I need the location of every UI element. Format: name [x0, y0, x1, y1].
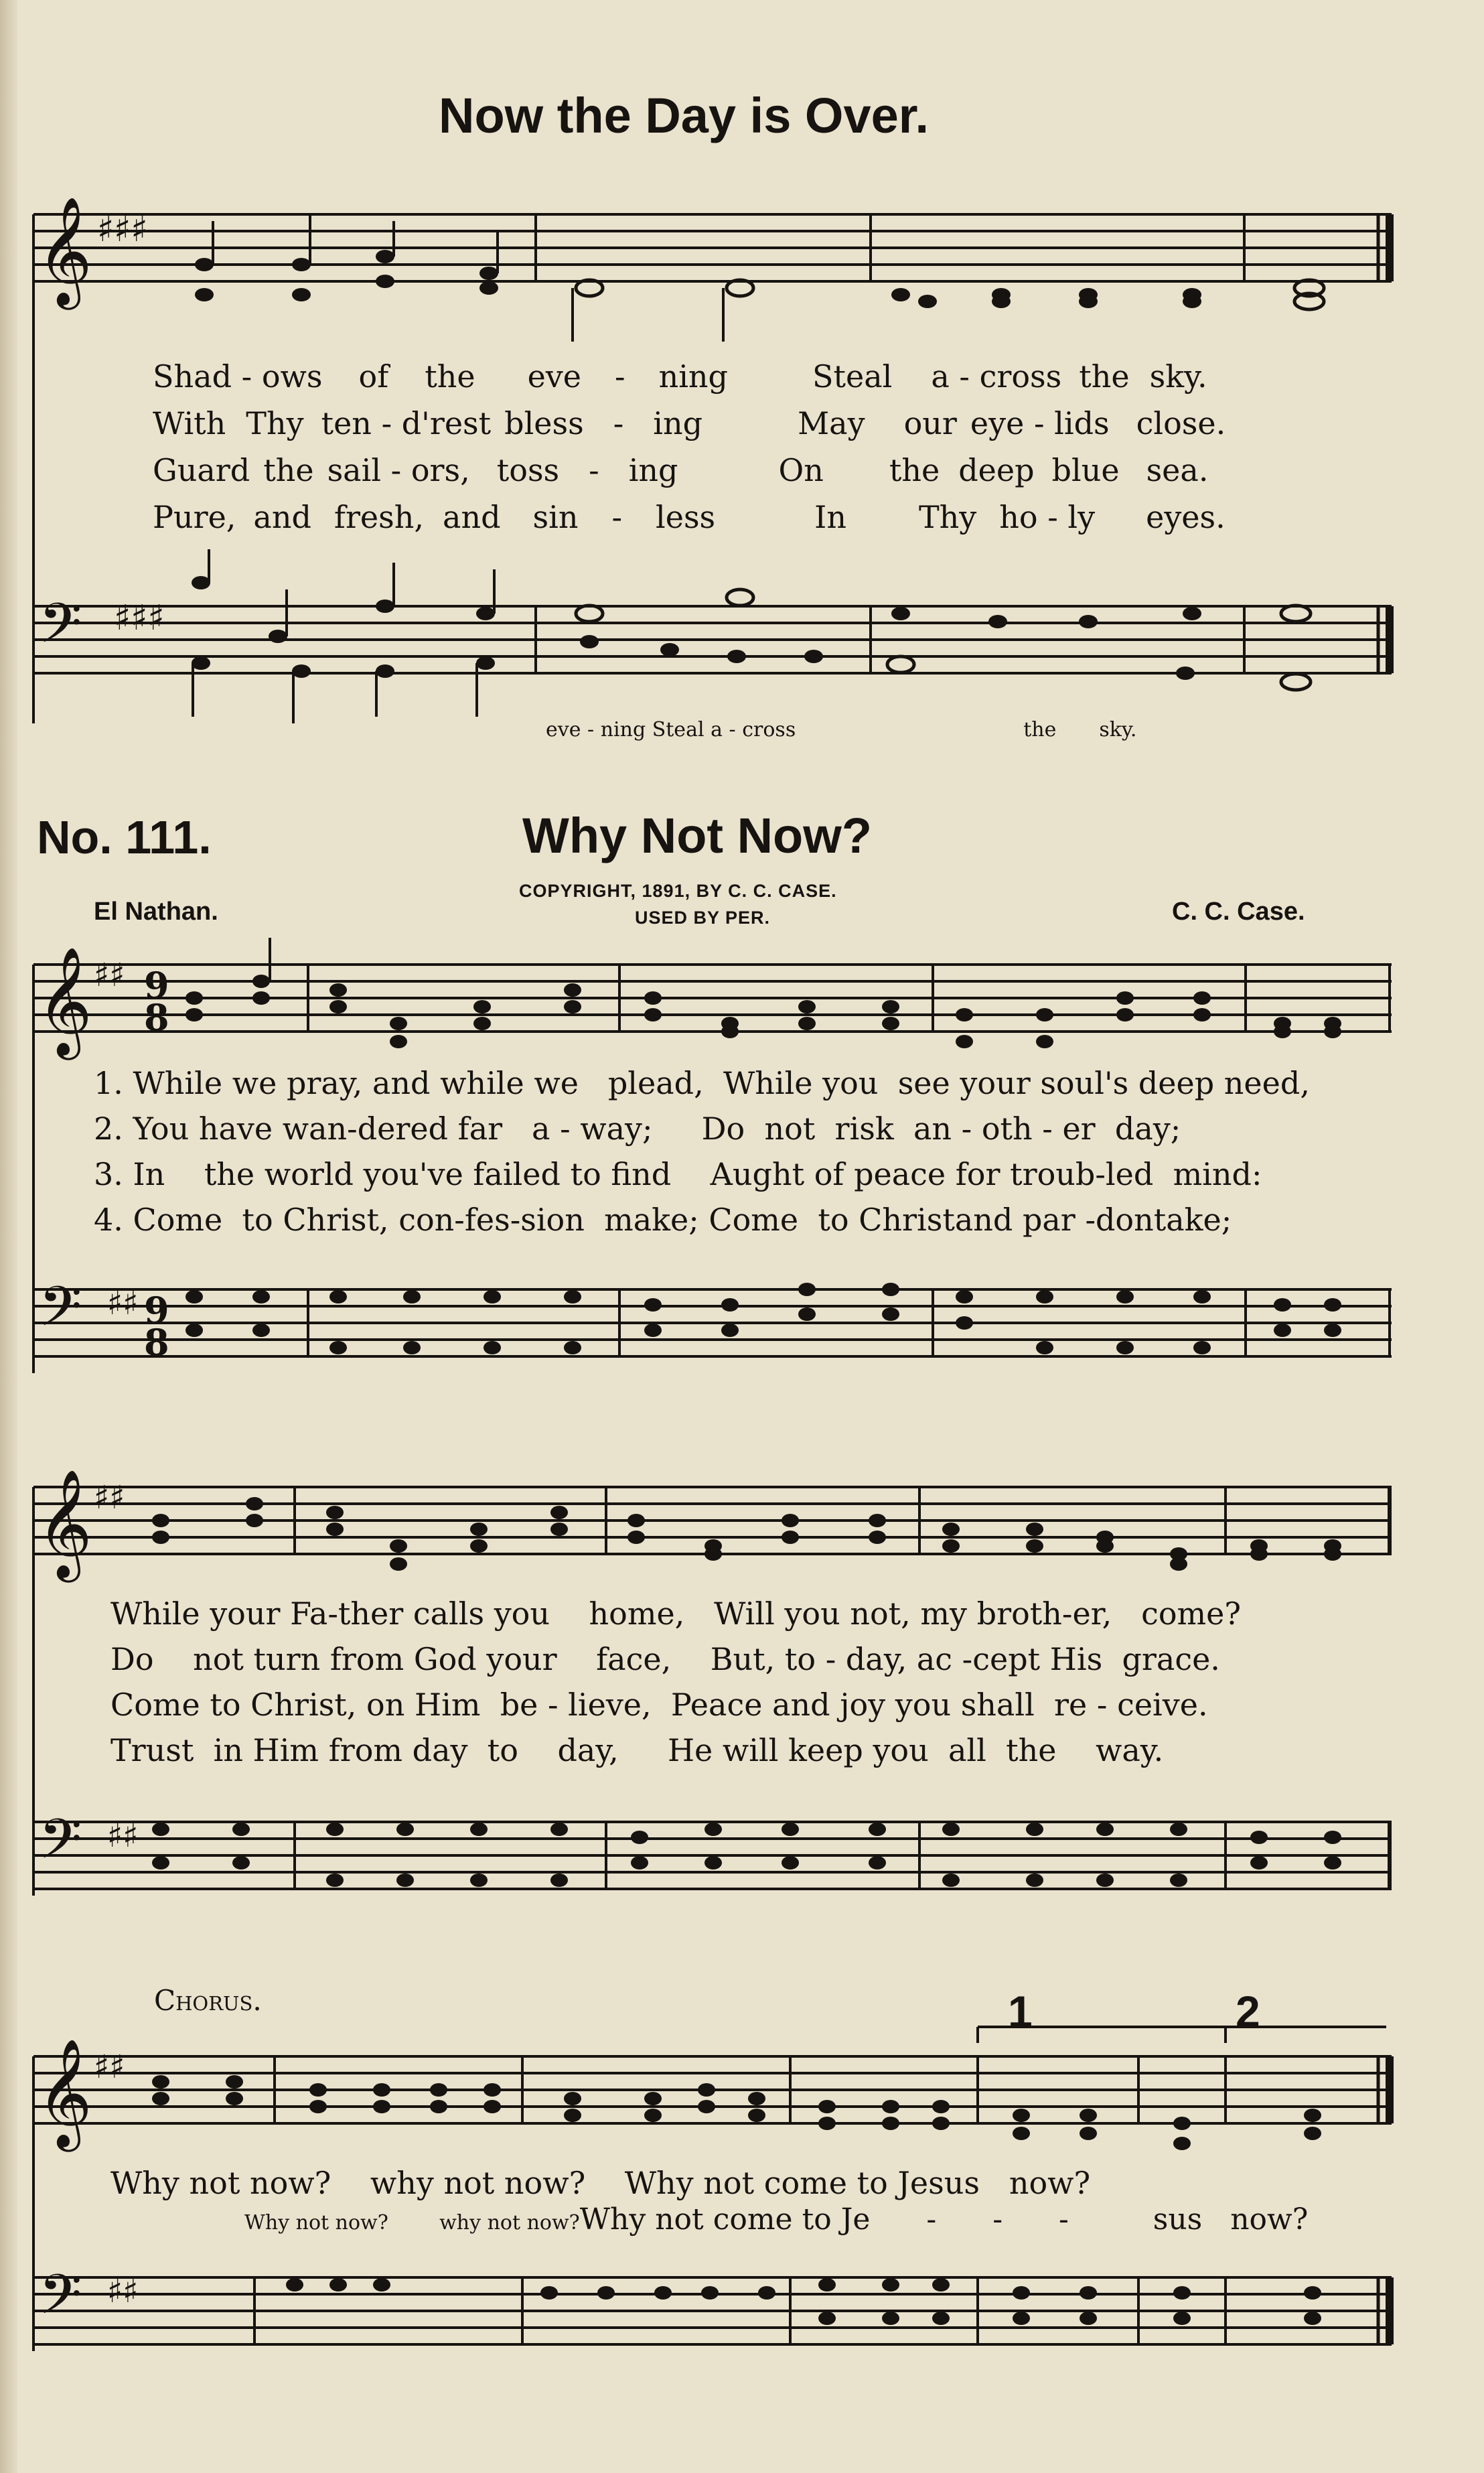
syllable: - [615, 358, 625, 395]
syllable: toss [496, 452, 560, 488]
syllable: eve [527, 358, 582, 395]
syllable: Pure, [153, 499, 236, 535]
syllable: d'rest [401, 405, 492, 441]
key-signature-sharps: ♯♯ [94, 1479, 125, 1516]
syllable: sail [327, 452, 382, 488]
chorus-label: Chorus. [154, 1984, 262, 2017]
syllable: - [729, 718, 736, 741]
syllable: Steal [812, 358, 893, 395]
syllable: ing [653, 405, 703, 441]
syllable: - [241, 358, 252, 395]
syllable: eve [546, 718, 581, 741]
syllable: - [959, 358, 970, 395]
syllable: ows [261, 358, 323, 395]
hymn-111-system-2-treble-staff [0, 1469, 1484, 1594]
treble-clef-icon: 𝄞 [37, 946, 92, 1056]
ending-brackets [0, 2016, 1484, 2043]
hymn-111-title: Why Not Now? [522, 808, 873, 863]
syllable: and [443, 499, 501, 535]
treble-clef-icon: 𝄞 [37, 2038, 92, 2147]
hymn-110-bass-words [546, 718, 1136, 741]
syllable: the [1079, 358, 1130, 395]
key-signature-sharps: ♯♯ [94, 957, 125, 994]
chorus-treble-staff [0, 2038, 1484, 2164]
syllable: ning [600, 718, 646, 741]
key-signature-sharps: ♯♯ [107, 2273, 139, 2310]
syllable: sky. [1099, 718, 1137, 741]
first-ending-number: 1 [1008, 1987, 1033, 2036]
bass-notes [192, 549, 1311, 723]
hymn-110-title: Now the Day is Over. [439, 88, 930, 143]
key-signature-sharps: ♯♯♯ [97, 210, 148, 250]
syllable: of [358, 358, 389, 395]
hymn-111-system-1-bass-staff [0, 1273, 1484, 1393]
composer-credit: C. C. Case. [1172, 898, 1305, 926]
syllable: sin [532, 499, 579, 535]
syllable: a [711, 718, 723, 741]
syllable: the [1023, 718, 1057, 741]
key-signature-sharps: ♯♯♯ [114, 598, 165, 638]
time-signature-top: 9 [144, 964, 169, 1007]
syllable: Steal [652, 718, 704, 741]
syllable: fresh, [333, 499, 425, 535]
syllable: the [425, 358, 475, 395]
syllable: bless [504, 405, 584, 441]
syllable: - [587, 718, 595, 741]
chorus-bass-lyrics: Why not now? why not now?Why not come to Je - - - sus now? [244, 2202, 1309, 2237]
chorus-treble-lyrics: Why not now? why not now? Why not come to Jesus now? [110, 2165, 1091, 2201]
syllable: - [381, 405, 392, 441]
syllable: eye [970, 405, 1025, 441]
syllable: ors, [411, 452, 470, 488]
syllable: the [263, 452, 314, 488]
lyric-line-2 [153, 405, 1226, 441]
bass-clef-icon: 𝄢 [39, 1807, 82, 1885]
copyright-line: COPYRIGHT, 1891, BY C. C. CASE. [519, 881, 837, 901]
syllable: On [778, 452, 824, 488]
verse-3-line-1: 3. In the world you've failed to find Aught of peace for troub-led mind: [94, 1156, 1262, 1192]
hymn-110-bass-staff [0, 589, 1484, 710]
verse-1-line-1: 1. While we pray, and while we plead, While you see your soul's deep need, [94, 1065, 1310, 1101]
hymn-number: No. 111. [37, 811, 212, 863]
bass-notes [286, 2278, 1321, 2325]
syllable: May [798, 405, 865, 441]
hymn-111-system-1-treble-staff [0, 946, 1484, 1072]
syllable: - [589, 452, 599, 488]
verse-4-line-1: 4. Come to Christ, con-fes-sion make; Come to Christand par -dontake; [94, 1202, 1232, 1238]
bass-clef-icon: 𝄢 [39, 1274, 82, 1352]
key-signature-sharps: ♯♯ [107, 1285, 139, 1322]
lyricist-credit: El Nathan. [94, 898, 218, 926]
syllable: ly [1067, 499, 1096, 535]
treble-notes [152, 2075, 1321, 2150]
syllable: cross [979, 358, 1062, 395]
syllable: - [611, 499, 623, 535]
time-signature-top: 9 [144, 1289, 169, 1332]
syllable: sky. [1149, 358, 1207, 395]
syllable: the [889, 452, 940, 488]
verse-1-line-2: While your Fa-ther calls you home, Will you not, my broth-er, come? [110, 1596, 1242, 1632]
syllable: and [253, 499, 311, 535]
syllable: - [613, 405, 624, 441]
permission-line: USED BY PER. [635, 908, 771, 928]
verse-4-line-2: Trust in Him from day to day, He will keep you all the way. [110, 1732, 1164, 1768]
syllable: less [656, 499, 716, 535]
lyric-line-3 [153, 452, 1208, 488]
key-signature-sharps: ♯♯ [94, 2048, 125, 2086]
verse-2-line-2: Do not turn from God your face, But, to - day, ac -cept His grace. [110, 1641, 1220, 1677]
time-signature-bottom: 8 [144, 996, 169, 1039]
syllable: - [390, 452, 402, 488]
bass-notes [186, 1283, 1341, 1354]
syllable: blue [1051, 452, 1120, 488]
syllable: close. [1136, 405, 1226, 441]
syllable: cross [742, 718, 796, 741]
syllable: sea. [1146, 452, 1209, 488]
syllable: lids [1054, 405, 1110, 441]
syllable: eyes. [1146, 499, 1226, 535]
lyric-line-1 [153, 358, 1207, 395]
hymn-110-treble-staff [0, 196, 1484, 322]
hymn-111-system-2-bass-staff [0, 1805, 1484, 1926]
chorus-bass-staff [0, 2261, 1484, 2381]
syllable: Thy [246, 405, 304, 441]
verse-3-line-2: Come to Christ, on Him be - lieve, Peace and joy you shall re - ceive. [110, 1687, 1208, 1723]
bass-clef-icon: 𝄢 [39, 591, 82, 669]
syllable: Shad [153, 358, 232, 395]
syllable: Thy [918, 499, 977, 535]
treble-clef-icon: 𝄞 [37, 196, 92, 305]
syllable: a [931, 358, 950, 395]
syllable: ten [321, 405, 372, 441]
second-ending-number: 2 [1236, 1987, 1260, 2036]
treble-notes [152, 1497, 1341, 1571]
bass-clef-icon: 𝄢 [39, 2262, 82, 2340]
syllable: With [153, 405, 226, 441]
syllable: In [814, 499, 846, 535]
treble-clef-icon: 𝄞 [37, 1469, 92, 1578]
syllable: ho [999, 499, 1038, 535]
syllable: ing [628, 452, 678, 488]
syllable: - [1033, 405, 1045, 441]
syllable: ning [658, 358, 728, 395]
key-signature-sharps: ♯♯ [107, 1817, 139, 1855]
syllable: our [903, 405, 957, 441]
lyric-line-4 [153, 499, 1226, 535]
verse-2-line-1: 2. You have wan-dered far a - way; Do not risk an - oth - er day; [94, 1111, 1181, 1147]
staff-lines [33, 214, 1392, 281]
syllable: - [1047, 499, 1058, 535]
syllable: deep [958, 452, 1035, 488]
syllable: Guard [153, 452, 250, 488]
time-signature-bottom: 8 [144, 1321, 169, 1364]
